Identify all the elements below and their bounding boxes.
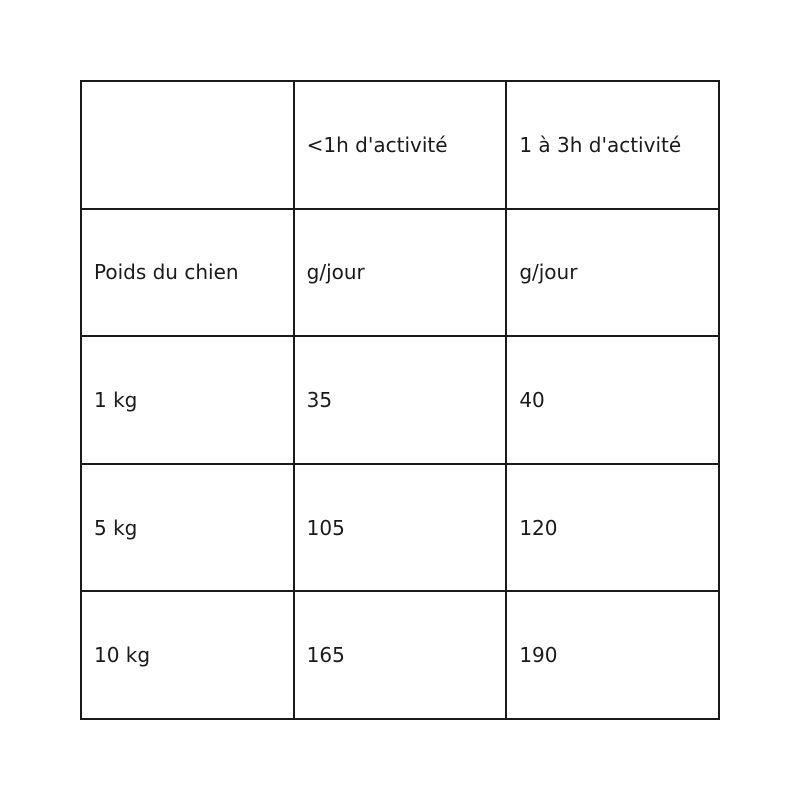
table-row — [81, 464, 719, 592]
table-cell: Poids du chien — [81, 209, 294, 337]
table-row — [81, 336, 719, 464]
table-cell: 1 kg — [81, 336, 294, 464]
table-cell: g/jour — [294, 209, 507, 337]
table-cell-empty-corner — [81, 81, 294, 209]
table-header-under-1h: <1h d'activité — [294, 81, 507, 209]
table-cell: 35 — [294, 336, 507, 464]
table-cell: 190 — [506, 591, 719, 719]
table-header-1-to-3h: 1 à 3h d'activité — [506, 81, 719, 209]
table-cell: 105 — [294, 464, 507, 592]
feeding-table — [80, 80, 720, 720]
table-cell: 165 — [294, 591, 507, 719]
table-cell: 40 — [506, 336, 719, 464]
table-row — [81, 591, 719, 719]
table-cell: 5 kg — [81, 464, 294, 592]
table-cell: 120 — [506, 464, 719, 592]
table-header-row — [81, 81, 719, 209]
table-cell: g/jour — [506, 209, 719, 337]
table-cell: 10 kg — [81, 591, 294, 719]
table-row — [81, 209, 719, 337]
